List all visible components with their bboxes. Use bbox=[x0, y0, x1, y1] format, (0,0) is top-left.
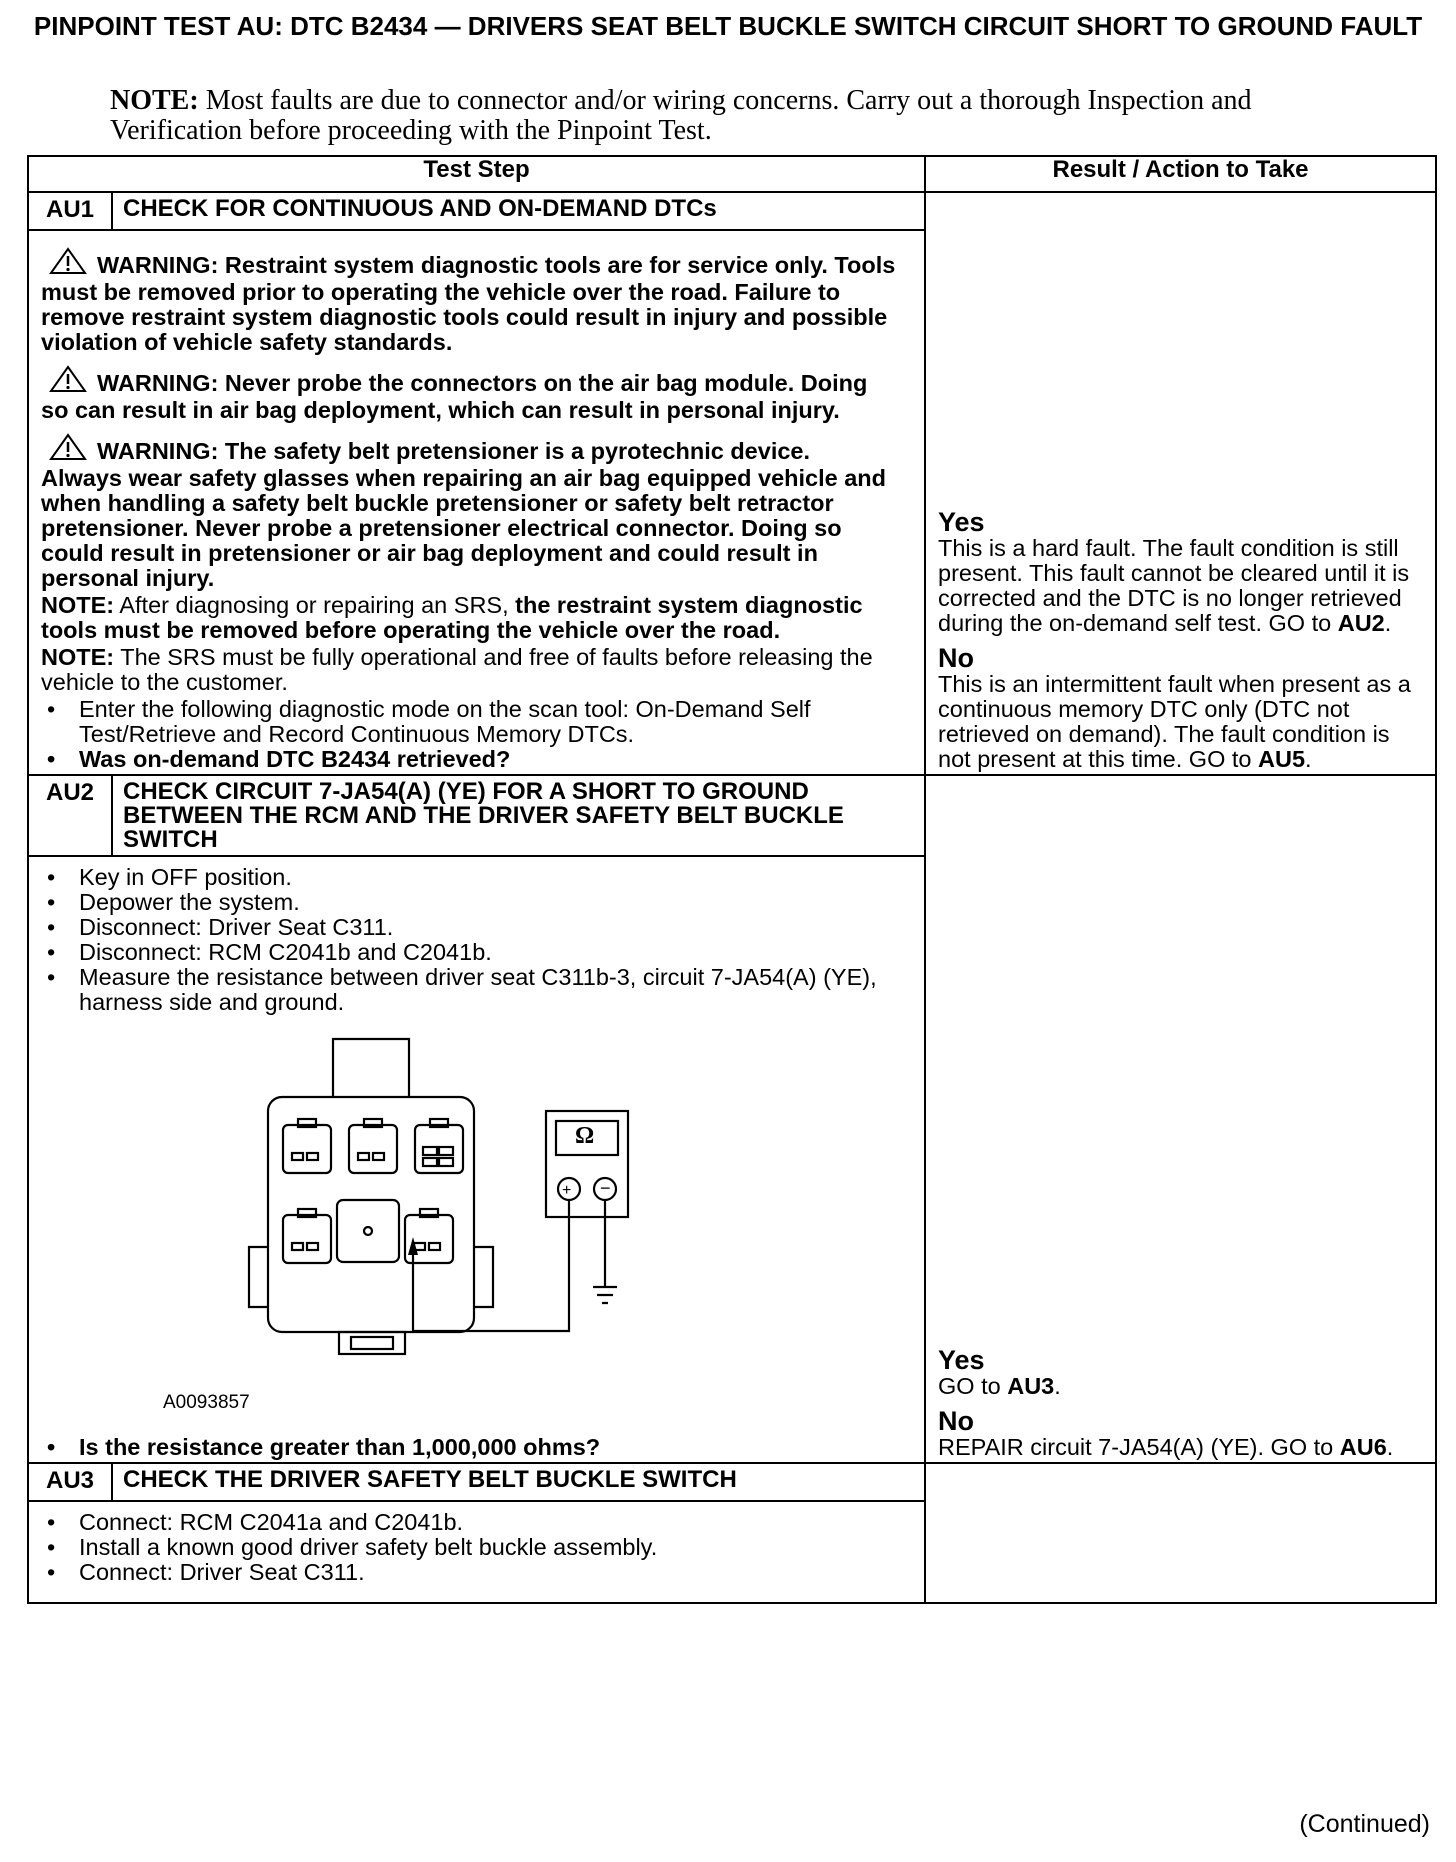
yes-label: Yes bbox=[938, 507, 985, 537]
no-goto: AU6 bbox=[1339, 1434, 1387, 1460]
no-label: No bbox=[938, 1406, 974, 1436]
note-label: NOTE: bbox=[110, 85, 199, 116]
no-goto: AU5 bbox=[1258, 746, 1306, 772]
no-text: REPAIR circuit 7-JA54(A) (YE). GO to bbox=[938, 1434, 1340, 1460]
note-label: NOTE: bbox=[41, 644, 115, 670]
meter-symbol: Ω bbox=[575, 1123, 595, 1149]
note-text: Most faults are due to connector and/or wiring concerns. Carry out a thorough Inspection and Verification before proceeding with the Pinpoint Test. bbox=[110, 85, 1252, 146]
no-label: No bbox=[938, 643, 974, 673]
step-au2-result bbox=[925, 775, 1436, 1463]
connector-diagram bbox=[41, 1015, 896, 1435]
step-au1-title-row bbox=[28, 192, 1436, 230]
step-title: CHECK THE DRIVER SAFETY BELT BUCKLE SWITCH bbox=[112, 1463, 925, 1501]
yes-action: This is a hard fault. The fault condition is still present. This fault cannot be cleared until it is corrected and the DTC is no longer retrieved during the on-demand self test. GO to AU2. bbox=[938, 535, 1410, 636]
step-au2-title-row bbox=[28, 775, 1436, 856]
no-text: This is an intermittent fault when present as a continuous memory DTC only (DTC not retrieved on demand). The fault condition is not present at this time. GO to bbox=[938, 671, 1411, 772]
header-result: Result / Action to Take bbox=[925, 156, 1436, 192]
list-item: • Measure the resistance between driver seat C311b-3, circuit 7-JA54(A) (YE), harness side and ground. bbox=[79, 965, 896, 1015]
note-bold-text: the restraint system diagnostic tools must be removed before operating the vehicle over the road. bbox=[41, 592, 863, 643]
warning-1 bbox=[41, 247, 896, 355]
list-item: • Connect: Driver Seat C311. bbox=[79, 1560, 896, 1585]
step-au2-bullets bbox=[41, 865, 896, 1015]
step-id: AU2 bbox=[28, 775, 112, 856]
no-action: This is an intermittent fault when present as a continuous memory DTC only (DTC not retrieved on demand). The fault condition is not present at this time. GO to AU5. bbox=[938, 671, 1411, 772]
no-action: REPAIR circuit 7-JA54(A) (YE). GO to AU6. bbox=[938, 1434, 1394, 1460]
note-2 bbox=[41, 645, 896, 695]
list-item: • Enter the following diagnostic mode on the scan tool: On-Demand Self Test/Retrieve and Record Continuous Memory DTCs. bbox=[79, 697, 896, 747]
step-id: AU1 bbox=[28, 192, 112, 230]
list-item: • Key in OFF position. bbox=[79, 865, 896, 890]
warning-2 bbox=[41, 365, 896, 423]
list-item: • Disconnect: Driver Seat C311. bbox=[79, 915, 896, 940]
connector-diagram-drawing bbox=[41, 1015, 801, 1435]
note-label: NOTE: bbox=[41, 592, 115, 618]
step-question: • Was on-demand DTC B2434 retrieved? bbox=[79, 747, 896, 772]
step-au3-body bbox=[28, 1501, 925, 1603]
svg-text:+: + bbox=[562, 1182, 572, 1199]
yes-text: GO to bbox=[938, 1373, 1008, 1399]
yes-action: GO to AU3. bbox=[938, 1373, 1061, 1399]
list-item: • Disconnect: RCM C2041b and C2041b. bbox=[79, 940, 896, 965]
list-item: • Install a known good driver safety belt buckle assembly. bbox=[79, 1535, 896, 1560]
warning-triangle-icon bbox=[49, 247, 87, 280]
step-title: CHECK CIRCUIT 7-JA54(A) (YE) FOR A SHORT TO GROUND BETWEEN THE RCM AND THE DRIVER SAFETY BELT BUCKLE SWITCH bbox=[112, 775, 925, 856]
step-id: AU3 bbox=[28, 1463, 112, 1501]
figure-id: A0093857 bbox=[163, 1392, 250, 1413]
yes-goto: AU3 bbox=[1007, 1373, 1055, 1399]
header-test-step: Test Step bbox=[28, 156, 925, 192]
page-title: PINPOINT TEST AU: DTC B2434 — DRIVERS SEAT BELT BUCKLE SWITCH CIRCUIT SHORT TO GROUND FAULT bbox=[33, 11, 1423, 41]
warning-text: WARNING: The safety belt pretensioner is a pyrotechnic device. Always wear safety glasses when repairing an air bag equipped vehicle and when handling a safety belt buckle pretensioner or safety belt retractor pretensioner. Never probe a pretensioner electrical connector. Doing so could result in pretensioner or air bag deployment and could result in personal injury. bbox=[41, 438, 887, 591]
yes-text: This is a hard fault. The fault condition is still present. This fault cannot be cleared until it is corrected and the DTC is no longer retrieved during the on-demand self test. GO to bbox=[938, 535, 1410, 636]
step-question: • Is the resistance greater than 1,000,000 ohms? bbox=[79, 1435, 896, 1460]
step-au3-title-row bbox=[28, 1463, 1436, 1501]
list-item: • Depower the system. bbox=[79, 890, 896, 915]
warning-3 bbox=[41, 433, 896, 591]
note-text: After diagnosing or repairing an SRS, bbox=[114, 592, 516, 618]
yes-label: Yes bbox=[938, 1345, 985, 1375]
svg-text:−: − bbox=[600, 1178, 611, 1198]
step-title: CHECK FOR CONTINUOUS AND ON-DEMAND DTCs bbox=[112, 192, 925, 230]
warning-triangle-icon bbox=[49, 433, 87, 466]
note-1 bbox=[41, 593, 896, 643]
step-au3-result bbox=[925, 1463, 1436, 1603]
pinpoint-test-table bbox=[27, 155, 1437, 1604]
warning-text: WARNING: Restraint system diagnostic tools are for service only. Tools must be removed prior to operating the vehicle over the road. Failure to remove restraint system diagnostic tools could result in injury and possible violation of vehicle safety standards. bbox=[41, 252, 896, 355]
warning-triangle-icon bbox=[49, 365, 87, 398]
list-item: • Connect: RCM C2041a and C2041b. bbox=[79, 1510, 896, 1535]
step-au3-bullets bbox=[41, 1510, 896, 1585]
step-au2-body bbox=[28, 856, 925, 1463]
note-text: The SRS must be fully operational and free of faults before releasing the vehicle to the customer. bbox=[41, 644, 873, 695]
table-header-row bbox=[28, 156, 1436, 192]
continued-label: (Continued) bbox=[1299, 1810, 1430, 1838]
intro-note bbox=[110, 86, 1360, 146]
step-au2-question-list bbox=[41, 1435, 896, 1460]
step-au1-body bbox=[28, 230, 925, 775]
warning-text: WARNING: Never probe the connectors on the air bag module. Doing so can result in air bag deployment, which can result in personal injury. bbox=[41, 370, 868, 423]
step-au1-bullets bbox=[41, 697, 896, 772]
step-au1-result bbox=[925, 192, 1436, 775]
yes-goto: AU2 bbox=[1337, 610, 1385, 636]
